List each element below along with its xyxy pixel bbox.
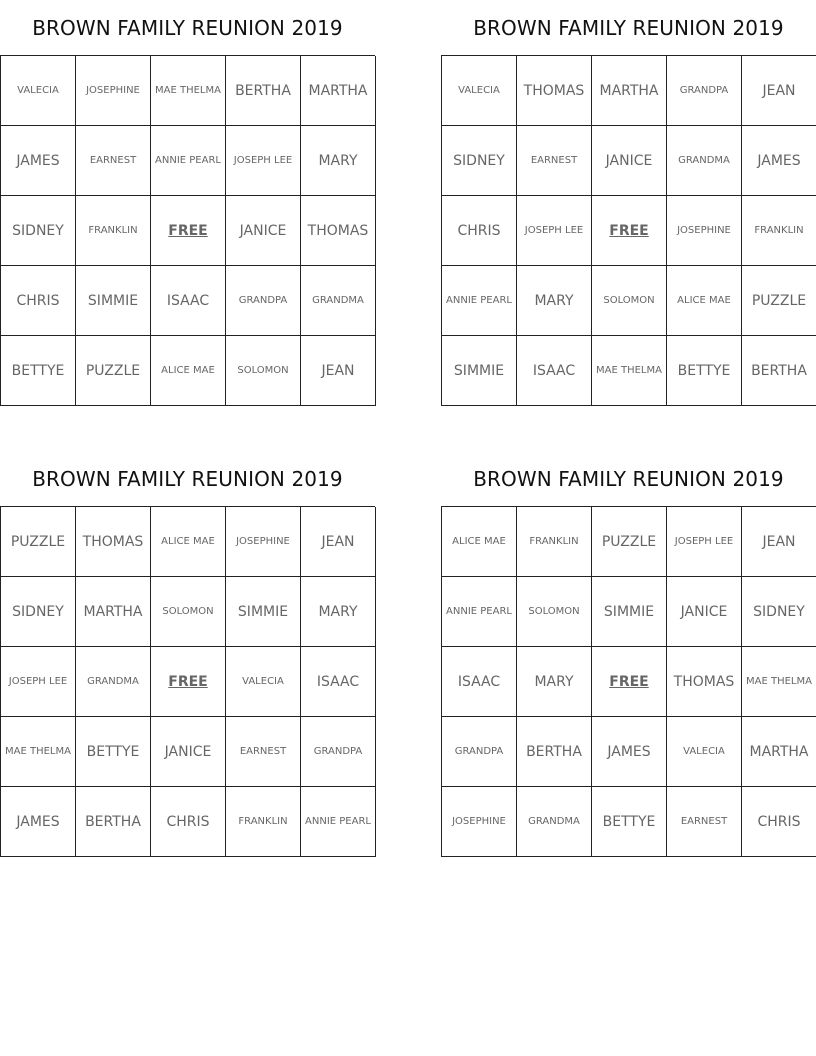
name-cell: ALICE MAE bbox=[442, 507, 517, 577]
name-cell: ANNIE PEARL bbox=[442, 577, 517, 647]
name-cell: SIDNEY bbox=[1, 196, 76, 266]
name-cell: EARNEST bbox=[76, 126, 151, 196]
free-space-cell: FREE bbox=[592, 196, 667, 266]
card-title: BROWN FAMILY REUNION 2019 bbox=[473, 467, 784, 491]
name-cell: GRANDPA bbox=[301, 717, 376, 787]
name-cell: VALECIA bbox=[1, 56, 76, 126]
name-cell: ALICE MAE bbox=[151, 507, 226, 577]
name-cell: ISAAC bbox=[442, 647, 517, 717]
name-cell: SIMMIE bbox=[592, 577, 667, 647]
name-cell: JAMES bbox=[742, 126, 816, 196]
name-cell: MAE THELMA bbox=[1, 717, 76, 787]
name-cell: SIDNEY bbox=[442, 126, 517, 196]
name-cell: ISAAC bbox=[151, 266, 226, 336]
name-cell: JEAN bbox=[301, 507, 376, 577]
name-cell: SOLOMON bbox=[592, 266, 667, 336]
name-cell: GRANDMA bbox=[76, 647, 151, 717]
name-cell: EARNEST bbox=[517, 126, 592, 196]
name-cell: BERTHA bbox=[76, 787, 151, 857]
name-cell: MARTHA bbox=[592, 56, 667, 126]
name-cell: JANICE bbox=[592, 126, 667, 196]
name-cell: VALECIA bbox=[667, 717, 742, 787]
name-cell: JEAN bbox=[301, 336, 376, 406]
name-cell: SIMMIE bbox=[76, 266, 151, 336]
name-cell: MARY bbox=[517, 647, 592, 717]
name-cell: BERTHA bbox=[226, 56, 301, 126]
name-cell: EARNEST bbox=[226, 717, 301, 787]
name-cell: ANNIE PEARL bbox=[151, 126, 226, 196]
name-cell: THOMAS bbox=[76, 507, 151, 577]
name-cell: MARY bbox=[301, 577, 376, 647]
name-cell: JOSEPHINE bbox=[76, 56, 151, 126]
name-cell: JANICE bbox=[226, 196, 301, 266]
name-cell: BERTHA bbox=[517, 717, 592, 787]
name-cell: GRANDPA bbox=[667, 56, 742, 126]
name-cell: SOLOMON bbox=[151, 577, 226, 647]
name-cell: ANNIE PEARL bbox=[442, 266, 517, 336]
name-cell: SIMMIE bbox=[226, 577, 301, 647]
name-cell: MAE THELMA bbox=[151, 56, 226, 126]
name-cell: PUZZLE bbox=[742, 266, 816, 336]
name-cell: ALICE MAE bbox=[151, 336, 226, 406]
name-cell: GRANDMA bbox=[301, 266, 376, 336]
name-cell: GRANDMA bbox=[517, 787, 592, 857]
name-cell: BETTYE bbox=[592, 787, 667, 857]
name-cell: JOSEPH LEE bbox=[1, 647, 76, 717]
bingo-grid bbox=[0, 506, 375, 857]
name-cell: MARTHA bbox=[76, 577, 151, 647]
name-cell: ISAAC bbox=[517, 336, 592, 406]
name-cell: JOSEPH LEE bbox=[226, 126, 301, 196]
name-cell: JOSEPHINE bbox=[667, 196, 742, 266]
bingo-grid bbox=[0, 55, 375, 406]
name-cell: THOMAS bbox=[517, 56, 592, 126]
name-cell: PUZZLE bbox=[1, 507, 76, 577]
name-cell: JANICE bbox=[151, 717, 226, 787]
name-cell: SOLOMON bbox=[517, 577, 592, 647]
name-cell: BETTYE bbox=[1, 336, 76, 406]
name-cell: FRANKLIN bbox=[76, 196, 151, 266]
name-cell: MARY bbox=[517, 266, 592, 336]
name-cell: SIDNEY bbox=[1, 577, 76, 647]
name-cell: MAE THELMA bbox=[742, 647, 816, 717]
name-cell: SIDNEY bbox=[742, 577, 816, 647]
name-cell: GRANDPA bbox=[442, 717, 517, 787]
name-cell: PUZZLE bbox=[592, 507, 667, 577]
free-space-cell: FREE bbox=[151, 196, 226, 266]
name-cell: JOSEPH LEE bbox=[517, 196, 592, 266]
name-cell: MAE THELMA bbox=[592, 336, 667, 406]
name-cell: JOSEPH LEE bbox=[667, 507, 742, 577]
name-cell: MARTHA bbox=[742, 717, 816, 787]
name-cell: EARNEST bbox=[667, 787, 742, 857]
name-cell: THOMAS bbox=[301, 196, 376, 266]
name-cell: CHRIS bbox=[1, 266, 76, 336]
name-cell: SIMMIE bbox=[442, 336, 517, 406]
free-space-cell: FREE bbox=[151, 647, 226, 717]
card-title: BROWN FAMILY REUNION 2019 bbox=[473, 16, 784, 40]
name-cell: VALECIA bbox=[226, 647, 301, 717]
name-cell: CHRIS bbox=[742, 787, 816, 857]
name-cell: BERTHA bbox=[742, 336, 816, 406]
bingo-grid bbox=[441, 506, 816, 857]
name-cell: JEAN bbox=[742, 56, 816, 126]
name-cell: BETTYE bbox=[667, 336, 742, 406]
name-cell: FRANKLIN bbox=[742, 196, 816, 266]
name-cell: BETTYE bbox=[76, 717, 151, 787]
name-cell: SOLOMON bbox=[226, 336, 301, 406]
name-cell: CHRIS bbox=[442, 196, 517, 266]
card-title: BROWN FAMILY REUNION 2019 bbox=[32, 16, 343, 40]
name-cell: MARY bbox=[301, 126, 376, 196]
free-space-cell: FREE bbox=[592, 647, 667, 717]
name-cell: VALECIA bbox=[442, 56, 517, 126]
name-cell: JAMES bbox=[1, 787, 76, 857]
name-cell: ANNIE PEARL bbox=[301, 787, 376, 857]
name-cell: GRANDMA bbox=[667, 126, 742, 196]
name-cell: PUZZLE bbox=[76, 336, 151, 406]
name-cell: JAMES bbox=[1, 126, 76, 196]
name-cell: ISAAC bbox=[301, 647, 376, 717]
card-title: BROWN FAMILY REUNION 2019 bbox=[32, 467, 343, 491]
name-cell: FRANKLIN bbox=[226, 787, 301, 857]
name-cell: JAMES bbox=[592, 717, 667, 787]
name-cell: JOSEPHINE bbox=[226, 507, 301, 577]
bingo-grid bbox=[441, 55, 816, 406]
name-cell: FRANKLIN bbox=[517, 507, 592, 577]
name-cell: JEAN bbox=[742, 507, 816, 577]
name-cell: JOSEPHINE bbox=[442, 787, 517, 857]
name-cell: CHRIS bbox=[151, 787, 226, 857]
name-cell: THOMAS bbox=[667, 647, 742, 717]
name-cell: MARTHA bbox=[301, 56, 376, 126]
name-cell: ALICE MAE bbox=[667, 266, 742, 336]
name-cell: GRANDPA bbox=[226, 266, 301, 336]
name-cell: JANICE bbox=[667, 577, 742, 647]
